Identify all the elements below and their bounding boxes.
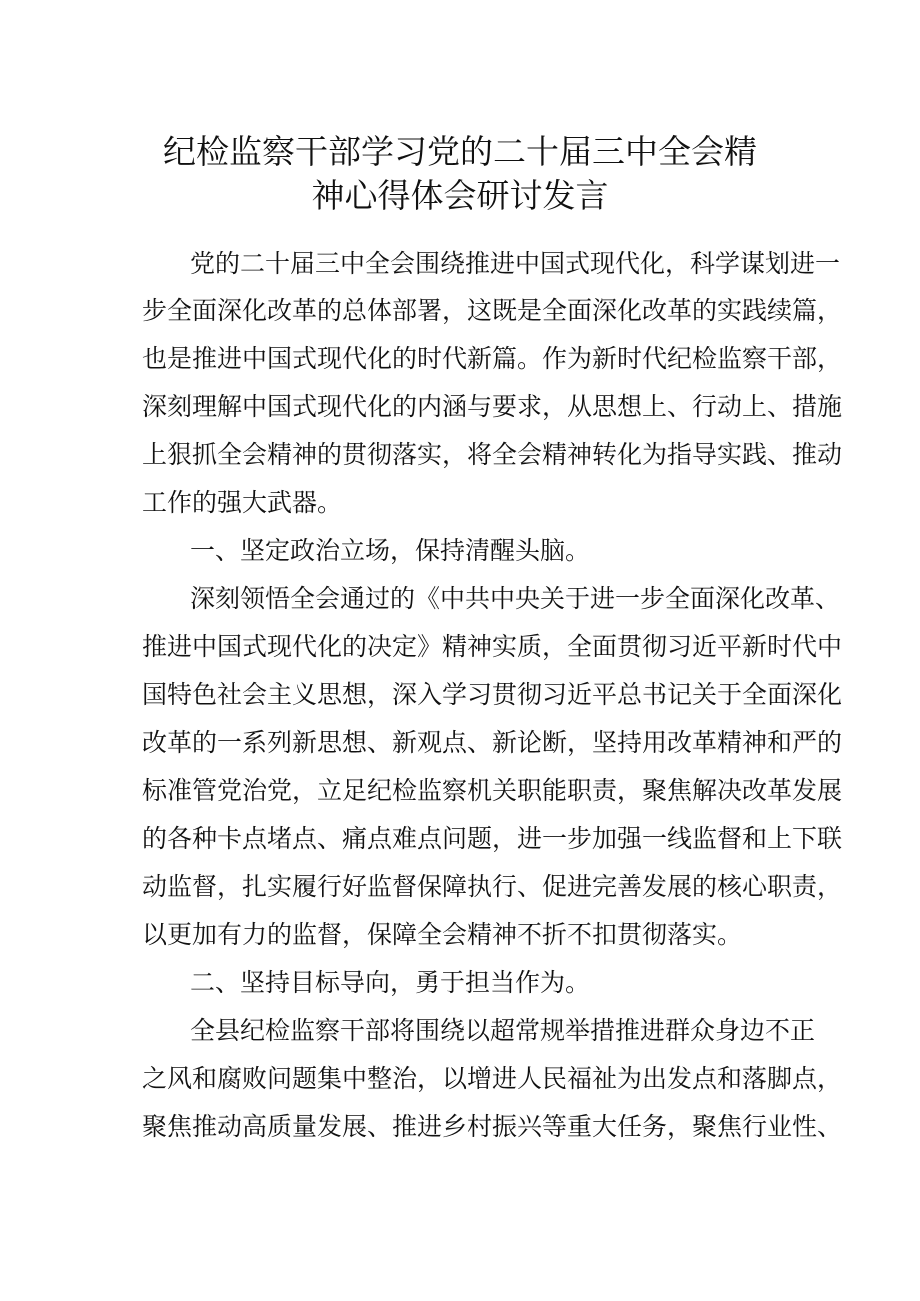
section-heading-2: 二、坚持目标导向，勇于担当作为。 xyxy=(190,968,591,997)
paragraph-line: 深刻领悟全会通过的《中共中央关于进一步全面深化改革、 xyxy=(190,584,841,613)
paragraph-line: 标准管党治党，立足纪检监察机关职能职责，聚焦解决改革发展 xyxy=(142,776,843,805)
paragraph-line: 以更加有力的监督，保障全会精神不折不扣贯彻落实。 xyxy=(142,920,743,949)
paragraph-line: 全县纪检监察干部将围绕以超常规举措推进群众身边不正 xyxy=(190,1016,816,1045)
paragraph-line: 国特色社会主义思想，深入学习贯彻习近平总书记关于全面深化 xyxy=(142,680,843,709)
paragraph-line: 动监督，扎实履行好监督保障执行、促进完善发展的核心职责， xyxy=(142,872,843,901)
paragraph-line: 工作的强大武器。 xyxy=(142,488,343,517)
paragraph-line: 聚焦推动高质量发展、推进乡村振兴等重大任务，聚焦行业性、 xyxy=(142,1112,843,1141)
paragraph-line: 上狠抓全会精神的贯彻落实，将全会精神转化为指导实践、推动 xyxy=(142,440,843,469)
paragraph-line: 推进中国式现代化的决定》精神实质，全面贯彻习近平新时代中 xyxy=(142,632,843,661)
paragraph-line: 步全面深化改革的总体部署，这既是全面深化改革的实践续篇， xyxy=(142,296,843,325)
paragraph-line: 改革的一系列新思想、新观点、新论断，坚持用改革精神和严的 xyxy=(142,728,843,757)
paragraph-line: 之风和腐败问题集中整治，以增进人民福祉为出发点和落脚点， xyxy=(142,1064,843,1093)
document-title-line-1: 纪检监察干部学习党的二十届三中全会精 xyxy=(163,132,757,171)
paragraph-line: 也是推进中国式现代化的时代新篇。作为新时代纪检监察干部， xyxy=(142,344,843,373)
section-heading-1: 一、坚定政治立场，保持清醒头脑。 xyxy=(190,536,591,565)
paragraph-line: 的各种卡点堵点、痛点难点问题，进一步加强一线监督和上下联 xyxy=(142,824,843,853)
paragraph-line: 深刻理解中国式现代化的内涵与要求，从思想上、行动上、措施 xyxy=(142,392,843,421)
document-title-line-2: 神心得体会研讨发言 xyxy=(311,176,609,215)
paragraph-line: 党的二十届三中全会围绕推进中国式现代化，科学谋划进一 xyxy=(190,249,841,278)
